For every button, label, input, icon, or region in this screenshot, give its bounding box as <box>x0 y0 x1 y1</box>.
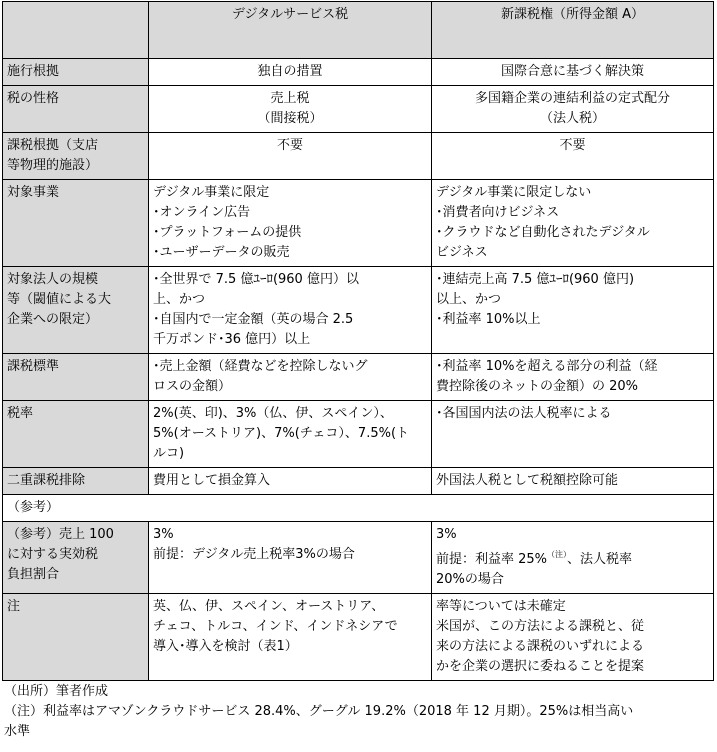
text-line: 千万ポンド･36 億円）以上 <box>153 332 311 347</box>
text-line: 2%(英、印)、3%（仏、伊、スペイン）、 <box>153 406 393 421</box>
cell-dst <box>149 594 432 681</box>
text-line: 等（閾値による大 <box>7 292 112 307</box>
text-line: ･プラットフォームの提供 <box>153 225 302 240</box>
text-fragment: 前提：利益率 25% <box>436 552 548 567</box>
text-line: ･消費者向けビジネス <box>436 205 560 220</box>
table-row <box>3 133 714 180</box>
cell-dst <box>149 180 432 267</box>
cell-new <box>432 522 714 594</box>
text-line: 導入･導入を検討（表1） <box>153 639 298 654</box>
row-label: 税率 <box>3 401 149 468</box>
footnote: （注）利益率はアマゾンクラウドサービス 28.4%、グーグル 19.2%（2018 年 12 月期）。25%は相当高い <box>4 704 634 719</box>
text-line: ･売上金額（経費などを控除しないグ <box>153 359 368 374</box>
text-line: ･自国内で一定金額（英の場合 2.5 <box>153 312 354 327</box>
text-line: ビジネス <box>436 245 488 260</box>
cell-new: 外国法人税として税額控除可能 <box>432 468 714 495</box>
cell-dst: 費用として損金算入 <box>149 468 432 495</box>
table-row <box>3 86 714 133</box>
table-row <box>3 594 714 681</box>
table-row <box>3 468 714 495</box>
header-empty-cell <box>3 2 149 59</box>
cell-new <box>432 401 714 468</box>
footnotes <box>4 682 714 742</box>
text-line: ･全世界で 7.5 億ﾕｰﾛ(960 億円）以 <box>153 272 359 287</box>
text-line: 企業への限定） <box>7 312 99 327</box>
text-line: ･利益率 10%を超える部分の利益（経 <box>436 359 658 374</box>
text-line: 対象法人の規模 <box>7 272 99 287</box>
text-line: 5%(オーストリア)、7%(チェコ）、7.5%(ト <box>153 426 410 441</box>
text-line: ･利益率 10%以上 <box>436 312 541 327</box>
text-line: ･ユーザーデータの販売 <box>153 245 290 260</box>
header-digital-services-tax: デジタルサービス税 <box>149 2 432 59</box>
text-line: チェコ、トルコ、インド、インドネシアで <box>153 619 398 634</box>
row-label: 対象事業 <box>3 180 149 267</box>
text-line <box>436 545 709 570</box>
cell-new <box>432 354 714 401</box>
text-line: （間接税） <box>257 111 323 126</box>
text-line: デジタル事業に限定 <box>153 185 270 200</box>
text-line: 前提：デジタル売上税率3%の場合 <box>153 547 355 562</box>
text-line: 率等については未確定 <box>436 599 566 614</box>
text-line: かを企業の選択に委ねることを提案 <box>436 659 645 674</box>
cell-dst <box>149 86 432 133</box>
row-label: 注 <box>3 594 149 681</box>
row-label: 二重課税排除 <box>3 468 149 495</box>
cell-new: 国際合意に基づく解決策 <box>432 59 714 86</box>
text-line: に対する実効税 <box>7 547 99 562</box>
text-line: 英、仏、伊、スペイン、オーストリア、 <box>153 599 385 614</box>
row-label: 施行根拠 <box>3 59 149 86</box>
reference-heading: （参考） <box>3 495 714 522</box>
text-line: 費控除後のネットの金額）の 20% <box>436 379 639 394</box>
table-row <box>3 180 714 267</box>
text-line: 多国籍企業の連結利益の定式配分 <box>474 91 670 106</box>
cell-dst <box>149 401 432 468</box>
cell-dst: 不要 <box>149 133 432 180</box>
table-row <box>3 495 714 522</box>
cell-new: 不要 <box>432 133 714 180</box>
tax-comparison-table <box>2 1 714 681</box>
table-row <box>3 401 714 468</box>
source-note: （出所）筆者作成 <box>4 684 109 699</box>
footnote-marker: （注） <box>547 550 568 559</box>
cell-dst: 独自の措置 <box>149 59 432 86</box>
table-row <box>3 522 714 594</box>
cell-dst <box>149 354 432 401</box>
cell-new <box>432 594 714 681</box>
text-line: ロスの金額） <box>153 379 232 394</box>
text-line: 以上、かつ <box>436 292 502 307</box>
text-fragment: 、法人税率 <box>567 552 633 567</box>
header-new-taxing-right: 新課税権（所得金額 A） <box>432 2 714 59</box>
cell-new <box>432 180 714 267</box>
text-line: ･連結売上高 7.5 億ﾕｰﾛ(960 億円) <box>436 272 635 287</box>
row-label: 税の性格 <box>3 86 149 133</box>
text-line: 等物理的施設） <box>7 158 99 173</box>
header-row <box>3 2 714 59</box>
text-line: 米国が、この方法による課税と、従 <box>436 619 645 634</box>
text-line: ･オンライン広告 <box>153 205 251 220</box>
text-line: 負担割合 <box>7 567 60 582</box>
text-line: 3% <box>436 527 457 542</box>
text-line: ･各国国内法の法人税率による <box>436 406 612 421</box>
text-line: デジタル事業に限定しない <box>436 185 592 200</box>
row-label <box>3 522 149 594</box>
text-line: ･クラウドなど自動化されたデジタル <box>436 225 650 240</box>
row-label <box>3 267 149 354</box>
text-line: 課税根拠（支店 <box>7 138 99 153</box>
footnote-continuation: 水準 <box>4 724 31 739</box>
cell-new <box>432 86 714 133</box>
text-line: 3% <box>153 527 174 542</box>
table-row <box>3 59 714 86</box>
cell-dst <box>149 522 432 594</box>
text-line: （参考）売上 100 <box>7 527 114 542</box>
table-row <box>3 354 714 401</box>
text-line: 上、かつ <box>153 292 206 307</box>
row-label <box>3 133 149 180</box>
cell-dst <box>149 267 432 354</box>
text-line: 来の方法による課税のいずれによる <box>436 639 645 654</box>
text-line: （法人税） <box>539 111 605 126</box>
text-line: 20%の場合 <box>436 572 504 587</box>
text-line: 売上税 <box>270 91 310 106</box>
cell-new <box>432 267 714 354</box>
text-line: ルコ) <box>153 446 185 461</box>
row-label: 課税標準 <box>3 354 149 401</box>
table-row <box>3 267 714 354</box>
